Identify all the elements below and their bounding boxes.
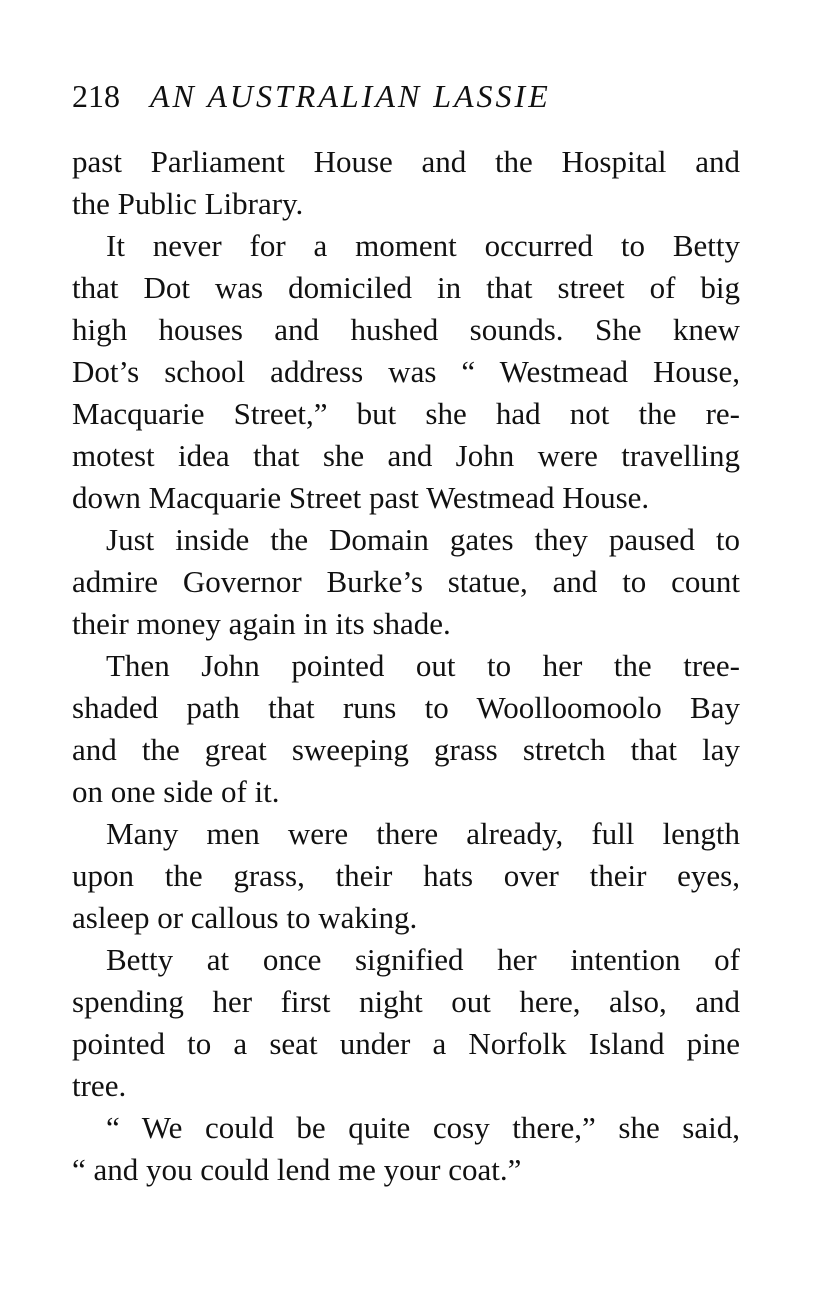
text-line: on one side of it. xyxy=(72,774,280,809)
text-line: the Public Library. xyxy=(72,186,304,221)
page-number: 218 xyxy=(72,78,120,114)
running-title: AN AUSTRALIAN LASSIE xyxy=(150,78,551,114)
text-line: Then John pointed out to her the tree- xyxy=(106,648,740,683)
body-text xyxy=(72,141,740,1191)
text-line: and the great sweeping grass stretch that lay xyxy=(72,732,740,767)
text-line: their money again in its shade. xyxy=(72,606,451,641)
page-header xyxy=(72,76,752,116)
text-line: “ We could be quite cosy there,” she said, xyxy=(106,1110,740,1145)
text-line: Dot’s school address was “ Westmead House, xyxy=(72,354,740,389)
text-line: Many men were there already, full length xyxy=(106,816,740,851)
text-line: “ and you could lend me your coat.” xyxy=(72,1152,522,1187)
text-line: spending her first night out here, also, and xyxy=(72,984,740,1019)
text-line: pointed to a seat under a Norfolk Island pine xyxy=(72,1026,740,1061)
text-line: that Dot was domiciled in that street of big xyxy=(72,270,740,305)
text-line: asleep or callous to waking. xyxy=(72,900,418,935)
text-line: Betty at once signified her intention of xyxy=(106,942,740,977)
text-line: down Macquarie Street past Westmead House. xyxy=(72,480,650,515)
text-line: It never for a moment occurred to Betty xyxy=(106,228,740,263)
text-line: shaded path that runs to Woolloomoolo Bay xyxy=(72,690,740,725)
text-line: Macquarie Street,” but she had not the re- xyxy=(72,396,740,431)
text-line: tree. xyxy=(72,1068,127,1103)
text-line: motest idea that she and John were travelling xyxy=(72,438,740,473)
text-line: admire Governor Burke’s statue, and to count xyxy=(72,564,740,599)
text-line: Just inside the Domain gates they paused to xyxy=(106,522,740,557)
text-line: upon the grass, their hats over their eyes, xyxy=(72,858,740,893)
text-line: past Parliament House and the Hospital and xyxy=(72,144,740,179)
text-line: high houses and hushed sounds. She knew xyxy=(72,312,740,347)
